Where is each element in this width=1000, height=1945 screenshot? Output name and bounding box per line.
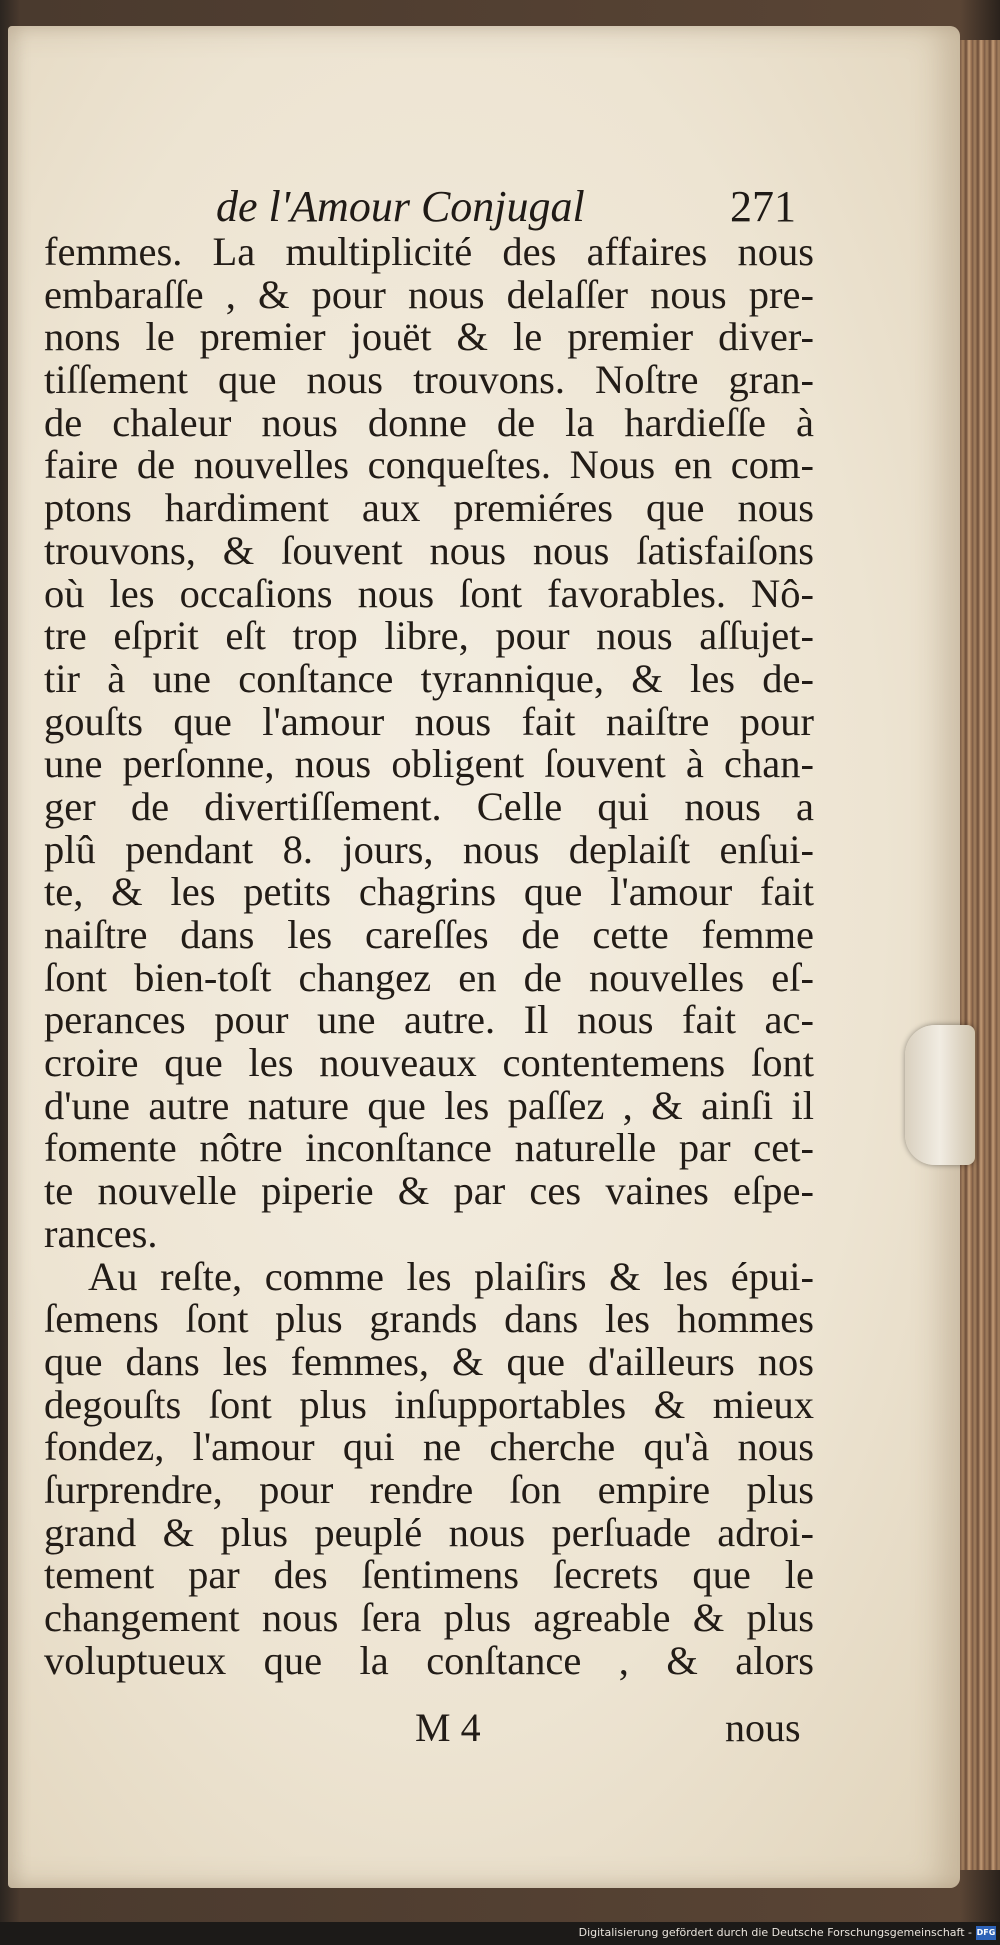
text-line: faire de nouvelles conqueſtes. Nous en com- (44, 442, 814, 488)
text-line: changement nous ſera plus agreable & plus (44, 1595, 814, 1640)
text-line: gouſts que l'amour nous fait naiſtre pour (44, 698, 814, 744)
gathering-signature: M 4 (415, 1705, 481, 1750)
text-line: tir à une conſtance tyrannique, & les de- (44, 655, 814, 701)
text-line: degouſts ſont plus inſupportables & mieux (44, 1381, 814, 1427)
text-line: grand & plus peuplé nous perſuade adroi- (44, 1509, 814, 1555)
text-line: fomente nôtre inconſtance naturelle par cet- (44, 1125, 814, 1171)
page-number: 271 (730, 182, 796, 231)
text-line: perances pour une autre. Il nous fait ac- (44, 997, 814, 1043)
text-line: que dans les femmes, & que d'ailleurs nos (44, 1338, 814, 1384)
text-line: femmes. La multiplicité des affaires nous (44, 229, 814, 274)
text-line: où les occaſions nous ſont favorables. Nô- (44, 570, 814, 616)
text-line: nons le premier jouët & le premier diver- (44, 314, 814, 360)
text-line: tre eſprit eſt trop libre, pour nous aſſujet- (44, 613, 814, 659)
digitization-footer (0, 1922, 1000, 1945)
text-line: de chaleur nous donne de la hardieſſe à (44, 399, 814, 445)
text-line: ptons hardiment aux premiéres que nous (44, 485, 814, 531)
text-line: ſurprendre, pour rendre ſon empire plus (44, 1466, 814, 1512)
text-line: te, & les petits chagrins que l'amour fait (44, 869, 814, 915)
book-page (8, 26, 960, 1888)
text-line: tement par des ſentimens ſecrets que le (44, 1552, 814, 1598)
page-clip (905, 1025, 975, 1165)
paragraph-end-line: rances. (44, 1210, 158, 1256)
funding-credit: Digitalisierung gefördert durch die Deutsche Forschungsgemeinschaft - (578, 1926, 972, 1939)
text-line: d'une autre nature que les paſſez , & ainſi il (44, 1082, 814, 1128)
text-line: te nouvelle piperie & par ces vaines eſpe- (44, 1168, 814, 1214)
text-line: naiſtre dans les careſſes de cette femme (44, 912, 814, 957)
text-line: ſont bien-toſt changez en de nouvelles eſ- (44, 954, 814, 1000)
paragraph-start-line: Au reſte, comme les plaiſirs & les épui- (88, 1253, 814, 1299)
dfg-logo-icon: DFG (976, 1926, 996, 1940)
running-title: de l'Amour Conjugal (216, 182, 585, 231)
text-line: fondez, l'amour qui ne cherche qu'à nous (44, 1424, 814, 1470)
text-line: ſemens ſont plus grands dans les hommes (44, 1296, 814, 1342)
text-line: une perſonne, nous obligent ſouvent à chan- (44, 741, 814, 787)
book-fore-edge (958, 40, 1000, 1870)
text-line: plû pendant 8. jours, nous deplaiſt enſui- (44, 826, 814, 872)
text-line: embaraſſe , & pour nous delaſſer nous pre- (44, 271, 814, 317)
text-line: trouvons, & ſouvent nous nous ſatisfaiſons (44, 527, 814, 573)
text-line: voluptueux que la conſtance , & alors (44, 1637, 814, 1683)
body-text (44, 231, 814, 1682)
text-line: tiſſement que nous trouvons. Noſtre gran- (44, 357, 814, 403)
text-line: ger de divertiſſement. Celle qui nous a (44, 783, 814, 829)
catchword: nous (725, 1705, 801, 1750)
text-line: croire que les nouveaux contentemens ſont (44, 1040, 814, 1086)
signature-line (8, 1704, 960, 1754)
